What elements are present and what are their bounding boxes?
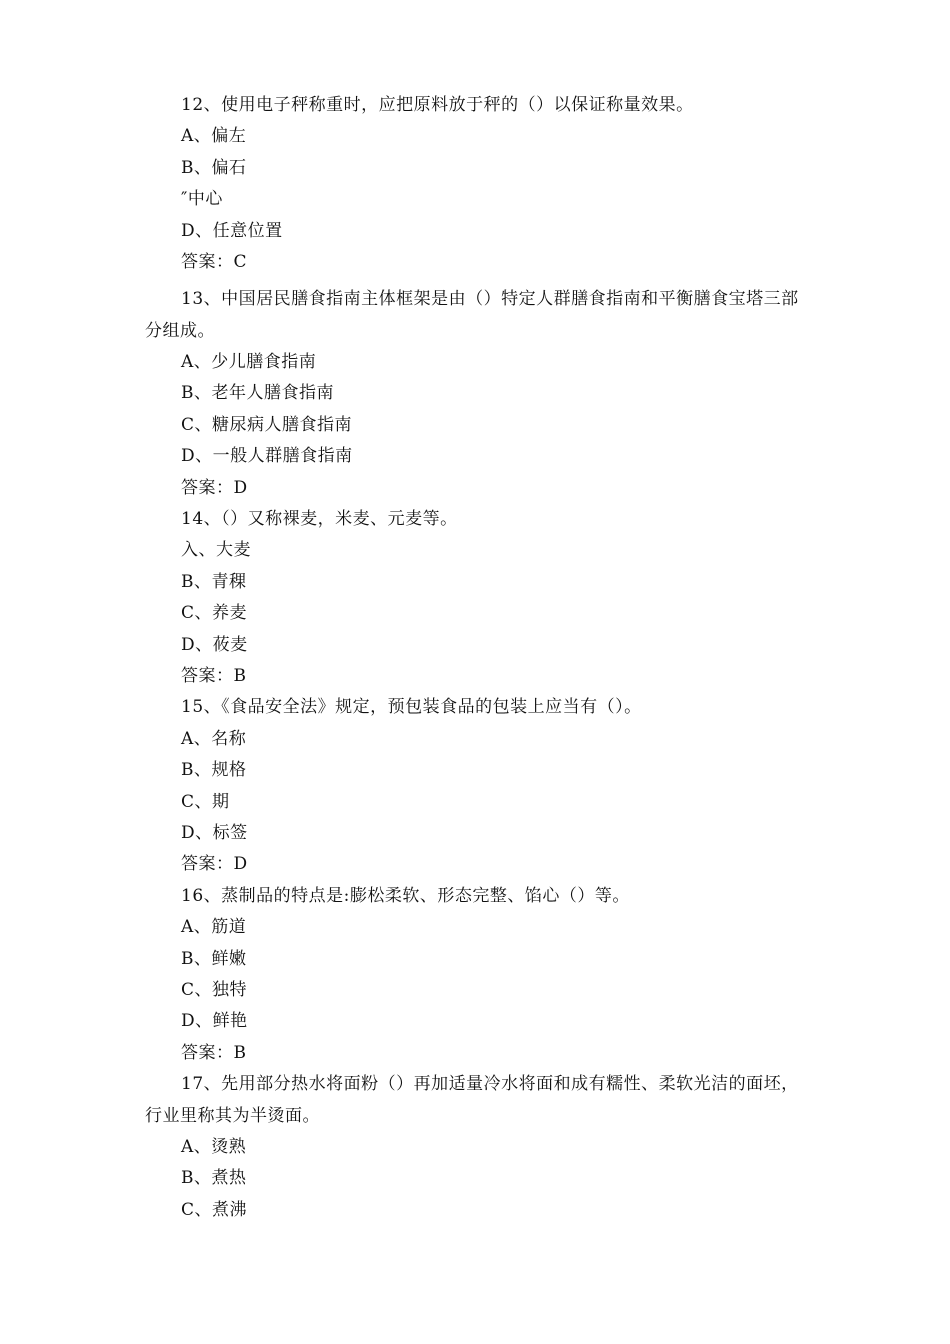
question-12-option-d: D、任意位置 xyxy=(181,221,283,241)
question-16-option-b: B、鲜嫩 xyxy=(181,949,247,969)
question-16-answer: 答案：B xyxy=(181,1043,247,1063)
question-13-option-d: D、一般人群膳食指南 xyxy=(181,446,353,466)
question-15-stem: 15、《食品安全法》规定，预包装食品的包装上应当有（）。 xyxy=(181,697,642,717)
question-13-option-c: C、糖尿病人膳食指南 xyxy=(181,415,353,435)
question-17-stem-continued: 行业里称其为半烫面。 xyxy=(145,1106,320,1126)
question-14-option-b: B、青稞 xyxy=(181,572,247,592)
question-12-option-b: B、偏石 xyxy=(181,158,247,178)
question-14-option-a: 入、大麦 xyxy=(181,540,251,560)
question-15-option-b: B、规格 xyxy=(181,760,247,780)
question-14-answer: 答案：B xyxy=(181,666,247,686)
question-13-option-a: A、少儿膳食指南 xyxy=(181,352,317,372)
question-16-option-a: A、筋道 xyxy=(181,917,247,937)
question-15-answer: 答案：D xyxy=(181,854,248,874)
question-13-option-b: B、老年人膳食指南 xyxy=(181,383,334,403)
question-13-answer: 答案：D xyxy=(181,478,248,498)
question-12-answer: 答案：C xyxy=(181,252,248,272)
question-12-option-a: A、偏左 xyxy=(181,126,247,146)
question-17-stem: 17、先用部分热水将面粉（）再加适量冷水将面和成有糯性、柔软光洁的面坯， xyxy=(181,1074,799,1094)
question-17-option-a: A、烫熟 xyxy=(181,1137,247,1157)
question-13-stem-continued: 分组成。 xyxy=(145,321,215,341)
question-12-stem: 12、使用电子秤称重时，应把原料放于秤的（）以保证称量效果。 xyxy=(181,95,694,115)
question-12-option-c: ″中心 xyxy=(181,189,223,209)
question-14-option-d: D、莜麦 xyxy=(181,635,248,655)
question-17-option-c: C、煮沸 xyxy=(181,1200,248,1220)
question-17-option-b: B、煮热 xyxy=(181,1168,247,1188)
question-13-stem: 13、中国居民膳食指南主体框架是由（）特定人群膳食指南和平衡膳食宝塔三部 xyxy=(181,289,799,309)
question-14-stem: 14、（）又称裸麦，米麦、元麦等。 xyxy=(181,509,458,529)
question-14-option-c: C、养麦 xyxy=(181,603,248,623)
question-15-option-a: A、名称 xyxy=(181,729,247,749)
question-16-stem: 16、蒸制品的特点是:膨松柔软、形态完整、馅心（）等。 xyxy=(181,886,630,906)
question-15-option-c: C、期 xyxy=(181,792,230,812)
question-15-option-d: D、标签 xyxy=(181,823,248,843)
question-16-option-c: C、独特 xyxy=(181,980,248,1000)
question-16-option-d: D、鲜艳 xyxy=(181,1011,248,1031)
